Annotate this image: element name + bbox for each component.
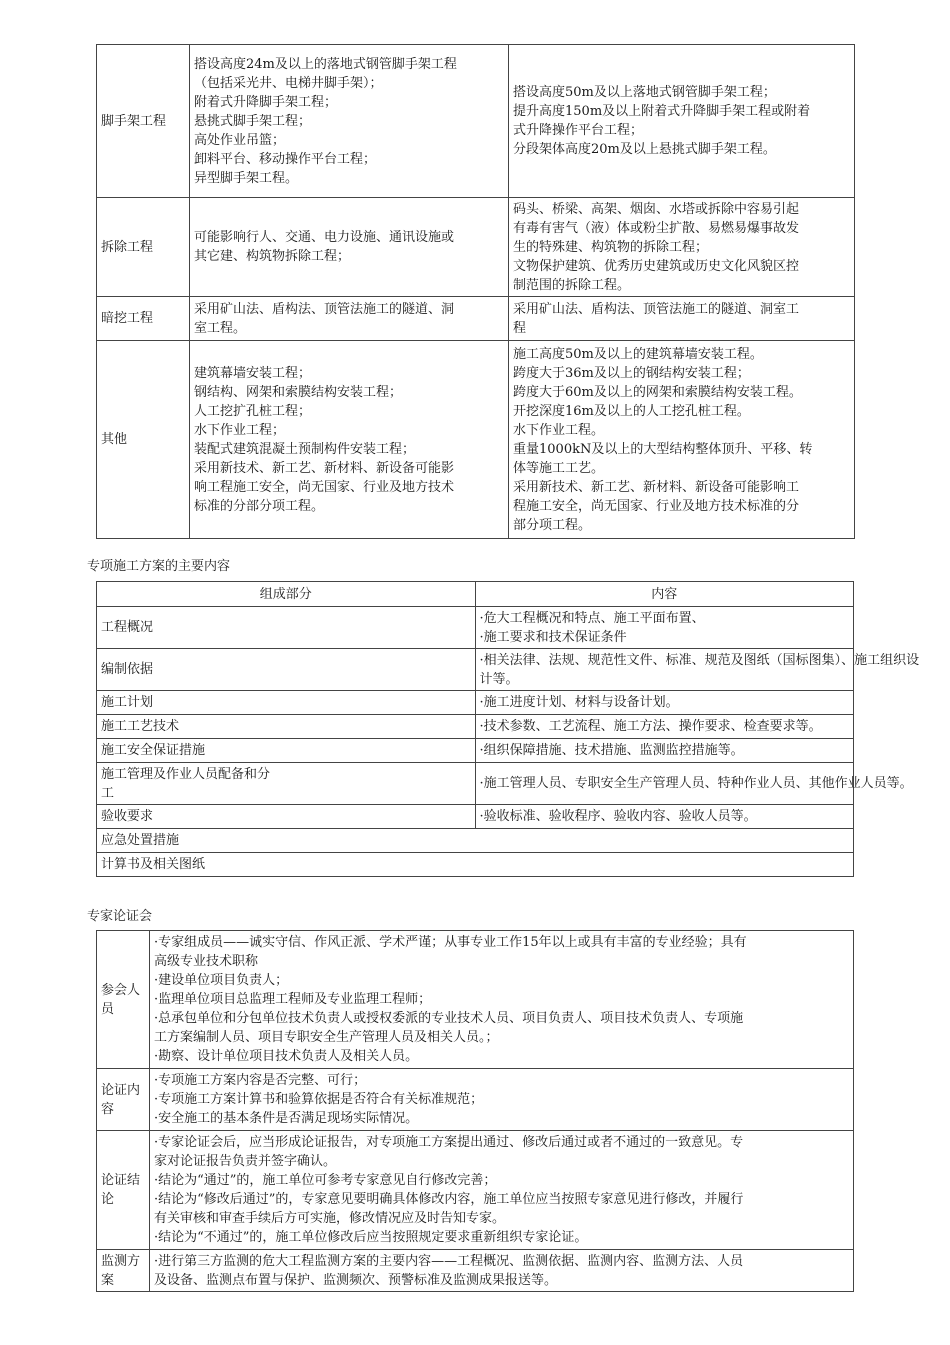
- text-line: 家对论证报告负责并签字确认。: [154, 1154, 337, 1169]
- full-row-cell: 应急处置措施: [97, 829, 854, 853]
- category-cell: [97, 297, 190, 341]
- text-line: 附着式升降脚手架工程；: [194, 94, 338, 110]
- text-line: ·施工管理人员、专职安全生产管理人员、特种作业人员、其他作业人员等。: [479, 776, 913, 791]
- text-line: 采用矿山法、盾构法、顶管法施工的隧道、洞室工: [513, 301, 800, 317]
- text-line: 施工计划: [101, 695, 154, 710]
- text-line: 施工管理及作业人员配备和分: [101, 766, 271, 782]
- criteria-cell: [509, 45, 855, 198]
- text-line: 建筑幕墙安装工程；: [194, 365, 312, 381]
- text-line: 高级专业技术职称: [154, 954, 259, 969]
- plan-content-table: [96, 581, 920, 877]
- content-cell: [475, 607, 854, 649]
- table-row: [97, 649, 854, 691]
- text-line: 案: [101, 1272, 115, 1288]
- text-line: 水下作业工程；: [194, 422, 286, 438]
- text-line: 编制依据: [101, 662, 154, 677]
- section-caption: 专项施工方案的主要内容: [87, 559, 231, 574]
- table-row: [97, 607, 854, 649]
- text-line: 及设备、监测点布置与保护、监测频次、预警标准及监测成果报送等。: [154, 1272, 558, 1288]
- text-line: 跨度大于60m及以上的网架和索膜结构安装工程。: [513, 384, 802, 400]
- table-row: [97, 931, 854, 1069]
- criteria-cell: [509, 341, 855, 539]
- text-line: 验收要求: [101, 809, 154, 824]
- text-line: 悬挑式脚手架工程；: [194, 113, 312, 129]
- header-row: [97, 582, 854, 607]
- table-row: [97, 853, 854, 877]
- text-line: ·专项施工方案计算书和验算依据是否符合有关标准规范；: [154, 1092, 484, 1107]
- text-line: 工: [101, 785, 115, 801]
- table-row: [97, 805, 854, 829]
- text-line: 参会人: [101, 982, 141, 998]
- text-line: 响工程施工安全，尚无国家、行业及地方技术: [194, 479, 455, 495]
- key-cell: [97, 1131, 150, 1250]
- table-row: [97, 341, 855, 539]
- criteria-cell: [509, 198, 855, 297]
- table-row: [97, 691, 854, 715]
- table-row: [97, 715, 854, 739]
- content-cell: [475, 649, 920, 691]
- part-cell: [97, 691, 476, 715]
- text-line: 分段架体高度20m及以上悬挑式脚手架工程。: [513, 142, 776, 157]
- text-line: 提升高度150m及以上附着式升降脚手架工程或附着: [513, 104, 811, 119]
- text-line: ·技术参数、工艺流程、施工方法、操作要求、检查要求等。: [479, 719, 822, 734]
- text-line: 水下作业工程。: [513, 422, 605, 438]
- part-cell: [97, 649, 476, 691]
- text-line: 跨度大于36m及以上的钢结构安装工程；: [513, 365, 750, 381]
- text-line: 容: [101, 1101, 115, 1117]
- table-row: [97, 1250, 854, 1292]
- column-header: 内容: [475, 582, 854, 607]
- criteria-cell: [190, 45, 509, 198]
- table-row: [97, 1131, 854, 1250]
- content-cell: [150, 1250, 854, 1292]
- key-cell: [97, 1250, 150, 1292]
- text-line: 施工工艺技术: [101, 719, 180, 734]
- table-row: [97, 45, 855, 198]
- text-line: 标准的分部分项工程。: [194, 498, 325, 514]
- table-row: [97, 739, 854, 763]
- content-cell: [475, 763, 913, 805]
- text-line: 人工挖扩孔桩工程；: [194, 403, 312, 419]
- criteria-cell: [190, 341, 509, 539]
- text-line: 搭设高度24m及以上的落地式钢管脚手架工程: [194, 56, 457, 72]
- hazard-project-table: [96, 44, 855, 539]
- text-line: 制范围的拆除工程。: [513, 277, 631, 293]
- text-line: 采用新技术、新工艺、新材料、新设备可能影: [194, 460, 455, 476]
- content-cell: [475, 715, 854, 739]
- full-row-cell: 计算书及相关图纸: [97, 853, 854, 877]
- content-cell: [150, 1131, 854, 1250]
- category-label: 拆除工程: [101, 239, 154, 255]
- text-line: 异型脚手架工程。: [194, 170, 299, 186]
- text-line: 施工高度50m及以上的建筑幕墙安装工程。: [513, 346, 763, 362]
- text-line: ·施工进度计划、材料与设备计划。: [479, 695, 679, 710]
- table-row: [97, 829, 854, 853]
- expert-review-table: [96, 930, 854, 1292]
- text-line: （包括采光井、电梯井脚手架）；: [194, 75, 383, 91]
- text-line: 生的特殊建、构筑物的拆除工程；: [513, 239, 709, 255]
- text-line: 程施工安全，尚无国家、行业及地方技术标准的分: [513, 498, 800, 514]
- criteria-cell: [190, 198, 509, 297]
- content-cell: [475, 691, 854, 715]
- text-line: ·验收标准、验收程序、验收内容、验收人员等。: [479, 809, 757, 824]
- text-line: 论: [101, 1192, 115, 1207]
- text-line: 论证内: [101, 1082, 141, 1098]
- category-label: 脚手架工程: [101, 113, 167, 129]
- text-line: 室工程。: [194, 320, 247, 336]
- part-cell: [97, 607, 476, 649]
- text-line: 搭设高度50m及以上落地式钢管脚手架工程；: [513, 85, 776, 100]
- text-line: 体等施工工艺。: [513, 460, 605, 476]
- text-line: ·勘察、设计单位项目技术负责人及相关人员。: [154, 1049, 419, 1064]
- text-line: 卸料平台、移动操作平台工程；: [194, 151, 377, 167]
- text-line: ·监理单位项目总监理工程师及专业监理工程师；: [154, 992, 432, 1007]
- content-cell: [475, 739, 854, 763]
- text-line: ·结论为“不通过”的，施工单位修改后应当按照规定要求重新组织专家论证。: [154, 1230, 588, 1245]
- table-row: [97, 198, 855, 297]
- text-line: ·专项施工方案内容是否完整、可行；: [154, 1073, 367, 1088]
- category-label: 暗挖工程: [101, 311, 154, 326]
- text-line: 采用矿山法、盾构法、顶管法施工的隧道、洞: [194, 301, 455, 317]
- criteria-cell: [509, 297, 855, 341]
- text-line: ·安全施工的基本条件是否满足现场实际情况。: [154, 1111, 419, 1126]
- text-line: 计等。: [479, 671, 519, 687]
- text-line: ·建设单位项目负责人；: [154, 973, 289, 988]
- text-line: 员: [101, 1001, 115, 1017]
- category-cell: [97, 198, 190, 297]
- text-line: ·组织保障措施、技术措施、监测监控措施等。: [479, 743, 744, 758]
- category-cell: [97, 341, 190, 539]
- text-line: 高处作业吊篮；: [194, 132, 286, 148]
- key-cell: [97, 931, 150, 1069]
- text-line: 论证结: [101, 1173, 141, 1188]
- text-line: 码头、桥梁、高架、烟囱、水塔或拆除中容易引起: [513, 201, 800, 217]
- text-line: 有毒有害气（液）体或粉尘扩散、易燃易爆事故发: [513, 220, 800, 236]
- content-cell: [150, 931, 854, 1069]
- text-line: 工方案编制人员、项目专职安全生产管理人员及相关人员。；: [154, 1030, 499, 1045]
- text-line: ·进行第三方监测的危大工程监测方案的主要内容——工程概况、监测依据、监测内容、监测方法、人员: [154, 1253, 744, 1269]
- section-caption: 专家论证会: [87, 909, 153, 924]
- text-line: 采用新技术、新工艺、新材料、新设备可能影响工: [513, 479, 800, 495]
- text-line: 式升降操作平台工程；: [513, 123, 644, 138]
- text-line: 有关审核和审查手续后方可实施，修改情况应及时告知专家。: [154, 1211, 506, 1226]
- text-line: 重量1000kN及以上的大型结构整体顶升、平移、转: [513, 441, 813, 457]
- text-line: ·施工要求和技术保证条件: [479, 629, 627, 645]
- category-label: 其他: [101, 432, 128, 447]
- category-cell: [97, 45, 190, 198]
- text-line: 部分项工程。: [513, 517, 592, 533]
- criteria-cell: [190, 297, 509, 341]
- text-line: 监测方: [101, 1253, 141, 1269]
- text-line: ·相关法律、法规、规范性文件、标准、规范及图纸（国标图集）、施工组织设: [479, 652, 920, 668]
- content-cell: [475, 805, 854, 829]
- part-cell: [97, 805, 476, 829]
- table-row: [97, 297, 855, 341]
- part-cell: [97, 739, 476, 763]
- text-line: 开挖深度16m及以上的人工挖孔桩工程。: [513, 403, 750, 419]
- text-line: 可能影响行人、交通、电力设施、通讯设施或: [194, 230, 455, 245]
- text-line: ·危大工程概况和特点、施工平面布置、: [479, 610, 705, 626]
- text-line: 其它建、构筑物拆除工程；: [194, 249, 351, 264]
- text-line: 工程概况: [101, 620, 154, 635]
- table-row: [97, 1069, 854, 1131]
- column-header: 组成部分: [97, 582, 476, 607]
- table-row: [97, 763, 854, 805]
- key-cell: [97, 1069, 150, 1131]
- text-line: ·专家论证会后，应当形成论证报告，对专项施工方案提出通过、修改后通过或者不通过的一致意见。专: [154, 1135, 744, 1150]
- part-cell: [97, 715, 476, 739]
- text-line: ·专家组成员——诚实守信、作风正派、学术严谨；从事专业工作15年以上或具有丰富的专业经验；具有: [154, 935, 747, 950]
- part-cell: [97, 763, 476, 805]
- text-line: 程: [513, 320, 527, 336]
- text-line: ·结论为“通过”的，施工单位可参考专家意见自行修改完善；: [154, 1173, 497, 1188]
- text-line: ·结论为“修改后通过”的，专家意见要明确具体修改内容，施工单位应当按照专家意见进行修改，并履行: [154, 1192, 744, 1207]
- text-line: ·总承包单位和分包单位技术负责人或授权委派的专业技术人员、项目负责人、项目技术负责人、专项施: [154, 1011, 744, 1026]
- text-line: 施工安全保证措施: [101, 743, 206, 758]
- text-line: 装配式建筑混凝土预制构件安装工程；: [194, 441, 416, 457]
- content-cell: [150, 1069, 854, 1131]
- text-line: 钢结构、网架和索膜结构安装工程；: [194, 384, 403, 400]
- text-line: 文物保护建筑、优秀历史建筑或历史文化风貌区控: [513, 258, 800, 274]
